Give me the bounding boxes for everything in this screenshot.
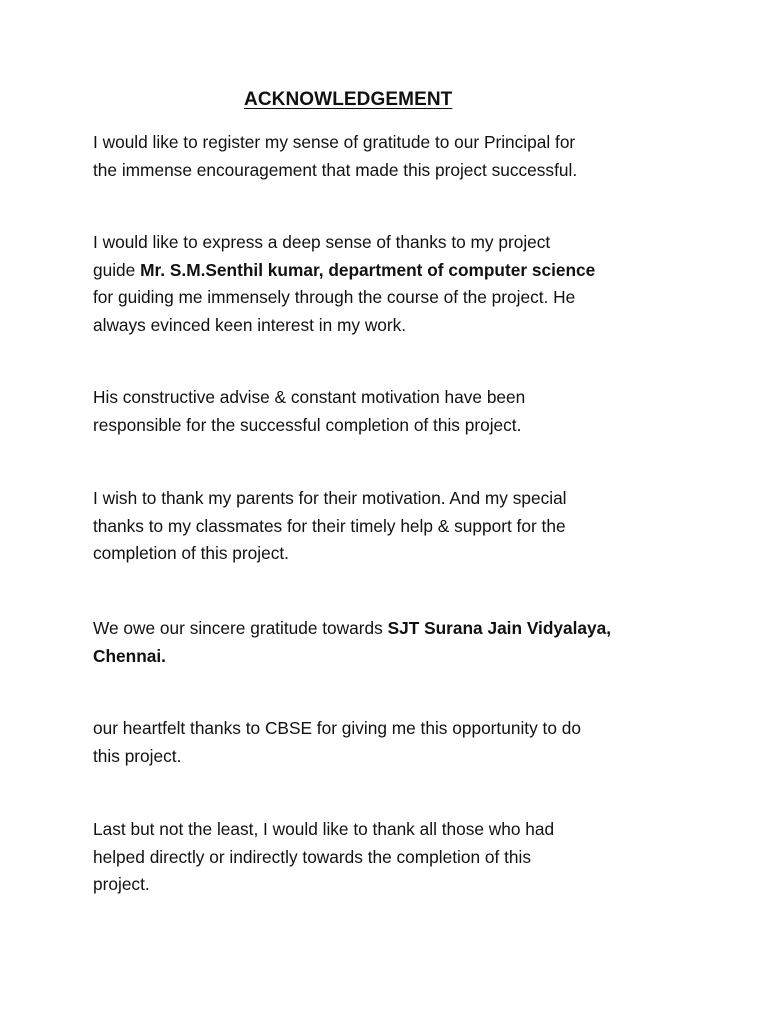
text-line: [93, 844, 693, 872]
text-line: [93, 384, 693, 412]
paragraph-principal-gratitude: [93, 129, 693, 184]
line-text: the immense encouragement that made this project successful.: [93, 159, 578, 180]
school-name-bold: SJT Surana Jain Vidyalaya,: [387, 618, 612, 638]
text-line: [93, 157, 693, 185]
paragraph-school: [93, 615, 693, 670]
guide-name-bold: Mr. S.M.Senthil kumar, department of computer science: [140, 259, 596, 280]
line-text: for guiding me immensely through the course of the project. He: [93, 287, 576, 307]
paragraph-motivation: [93, 384, 693, 439]
line-text: thanks to my classmates for their timely help & support for the: [93, 515, 566, 536]
text-line: [93, 129, 693, 157]
line-text: His constructive advise & constant motivation have been: [93, 387, 526, 407]
line-text: our heartfelt thanks to CBSE for giving me this opportunity to do: [93, 718, 581, 738]
text-line: [93, 284, 693, 312]
line-text: responsible for the successful completion of this project.: [93, 414, 522, 435]
text-line: [93, 715, 693, 743]
line-text: this project.: [93, 745, 182, 766]
paragraph-parents-classmates: [93, 485, 693, 568]
line-text: I would like to express a deep sense of thanks to my project: [93, 232, 551, 252]
text-line: [93, 540, 693, 568]
text-line: [93, 485, 693, 513]
line-text: Last but not the least, I would like to thank all those who had: [93, 819, 555, 839]
line-text: project.: [93, 874, 150, 894]
text-line: [93, 643, 693, 671]
text-line: [93, 513, 693, 541]
text-line: [93, 816, 693, 844]
paragraph-cbse: [93, 715, 693, 770]
line-text: We owe our sincere gratitude towards: [93, 618, 388, 638]
line-text: guide: [93, 259, 141, 280]
text-line: [93, 229, 693, 257]
line-text: I would like to register my sense of gratitude to our Principal for: [93, 132, 576, 152]
line-text: always evinced keen interest in my work.: [93, 314, 407, 335]
text-line: [93, 412, 693, 440]
city-name-bold: Chennai.: [93, 645, 166, 666]
paragraph-closing: [93, 816, 693, 899]
page-title: ACKNOWLEDGEMENT: [244, 89, 453, 110]
line-text: completion of this project.: [93, 543, 289, 563]
text-line: [93, 743, 693, 771]
text-line: [93, 615, 693, 643]
text-line: [93, 257, 693, 285]
text-line: [93, 312, 693, 340]
line-text: I wish to thank my parents for their motivation. And my special: [93, 488, 567, 508]
text-line: [93, 871, 693, 899]
line-text: helped directly or indirectly towards the completion of this: [93, 846, 532, 867]
paragraph-project-guide: [93, 229, 693, 339]
